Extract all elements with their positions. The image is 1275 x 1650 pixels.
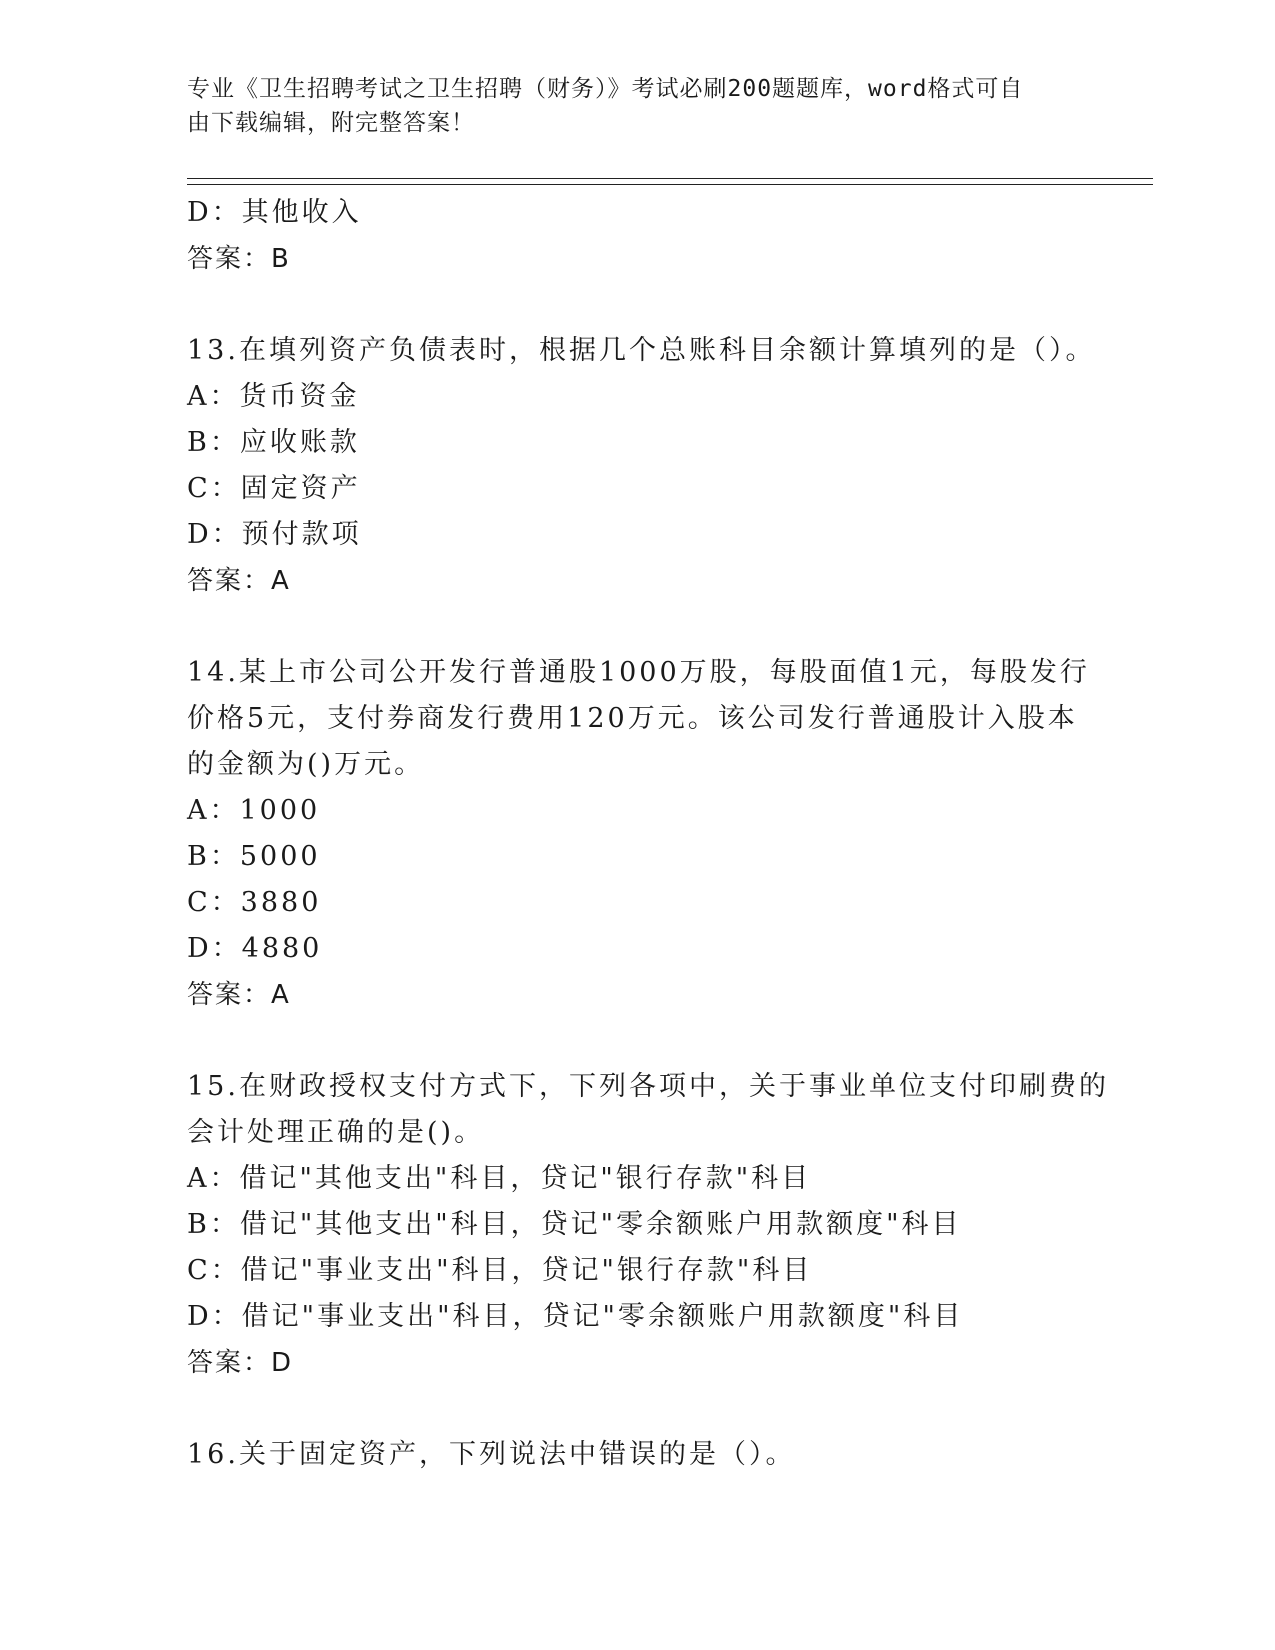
question-13-option-d: D：预付款项	[187, 519, 362, 550]
answer-label: 答案：	[187, 980, 272, 1010]
answer-value: A	[271, 566, 290, 596]
question-15-option-d: D：借记"事业支出"科目，贷记"零余额账户用款额度"科目	[187, 1301, 964, 1332]
question-14-option-a: A：1000	[187, 795, 321, 826]
question-15-stem-line-2: 会计处理正确的是()。	[187, 1117, 485, 1148]
answer-label: 答案：	[187, 1348, 272, 1378]
spacer	[187, 1386, 1087, 1432]
question-14-option-d: D：4880	[187, 933, 323, 964]
question-15-stem-line-1: 15.在财政授权支付方式下，下列各项中，关于事业单位支付印刷费的	[187, 1071, 1109, 1102]
question-15-option-c: C：借记"事业支出"科目，贷记"银行存款"科目	[187, 1255, 813, 1286]
prev-answer	[187, 236, 1087, 282]
question-16-stem: 16.关于固定资产，下列说法中错误的是（）。	[187, 1439, 796, 1470]
answer-value: D	[271, 1348, 293, 1378]
header-divider-bottom	[187, 184, 1153, 185]
spacer	[187, 1018, 1087, 1064]
document-header	[187, 72, 1067, 140]
question-15-option-b: B：借记"其他支出"科目，贷记"零余额账户用款额度"科目	[187, 1209, 962, 1240]
question-14-answer	[187, 972, 1087, 1018]
question-14-option-c: C：3880	[187, 887, 322, 918]
answer-label: 答案：	[187, 566, 272, 596]
question-15-option-a: A：借记"其他支出"科目，贷记"银行存款"科目	[187, 1163, 812, 1194]
question-14-stem	[187, 650, 1090, 788]
answer-value: A	[271, 980, 290, 1010]
question-14-option-b: B：5000	[187, 841, 321, 872]
header-line-1: 专业《卫生招聘考试之卫生招聘（财务）》考试必刷200题题库，word格式可自	[187, 76, 1024, 102]
question-13-answer	[187, 558, 1087, 604]
header-line-2: 由下载编辑，附完整答案！	[187, 110, 475, 136]
question-content	[187, 190, 1109, 1478]
answer-label: 答案：	[187, 244, 272, 274]
header-divider-top	[187, 178, 1153, 179]
question-13-option-b: B：应收账款	[187, 427, 360, 458]
question-13-option-a: A：货币资金	[187, 381, 360, 412]
answer-value: B	[271, 244, 290, 274]
question-15-stem	[187, 1064, 1109, 1156]
spacer	[187, 282, 1087, 328]
question-13-stem: 13.在填列资产负债表时，根据几个总账科目余额计算填列的是（）。	[187, 335, 1096, 366]
spacer	[187, 604, 1087, 650]
question-14-stem-line-3: 的金额为()万元。	[187, 749, 425, 780]
prev-option-d: D：其他收入	[187, 197, 362, 228]
question-14-stem-line-1: 14.某上市公司公开发行普通股1000万股，每股面值1元，每股发行	[187, 657, 1090, 688]
question-15-answer	[187, 1340, 1087, 1386]
question-14-stem-line-2: 价格5元，支付券商发行费用120万元。该公司发行普通股计入股本	[187, 703, 1078, 734]
question-13-option-c: C：固定资产	[187, 473, 361, 504]
